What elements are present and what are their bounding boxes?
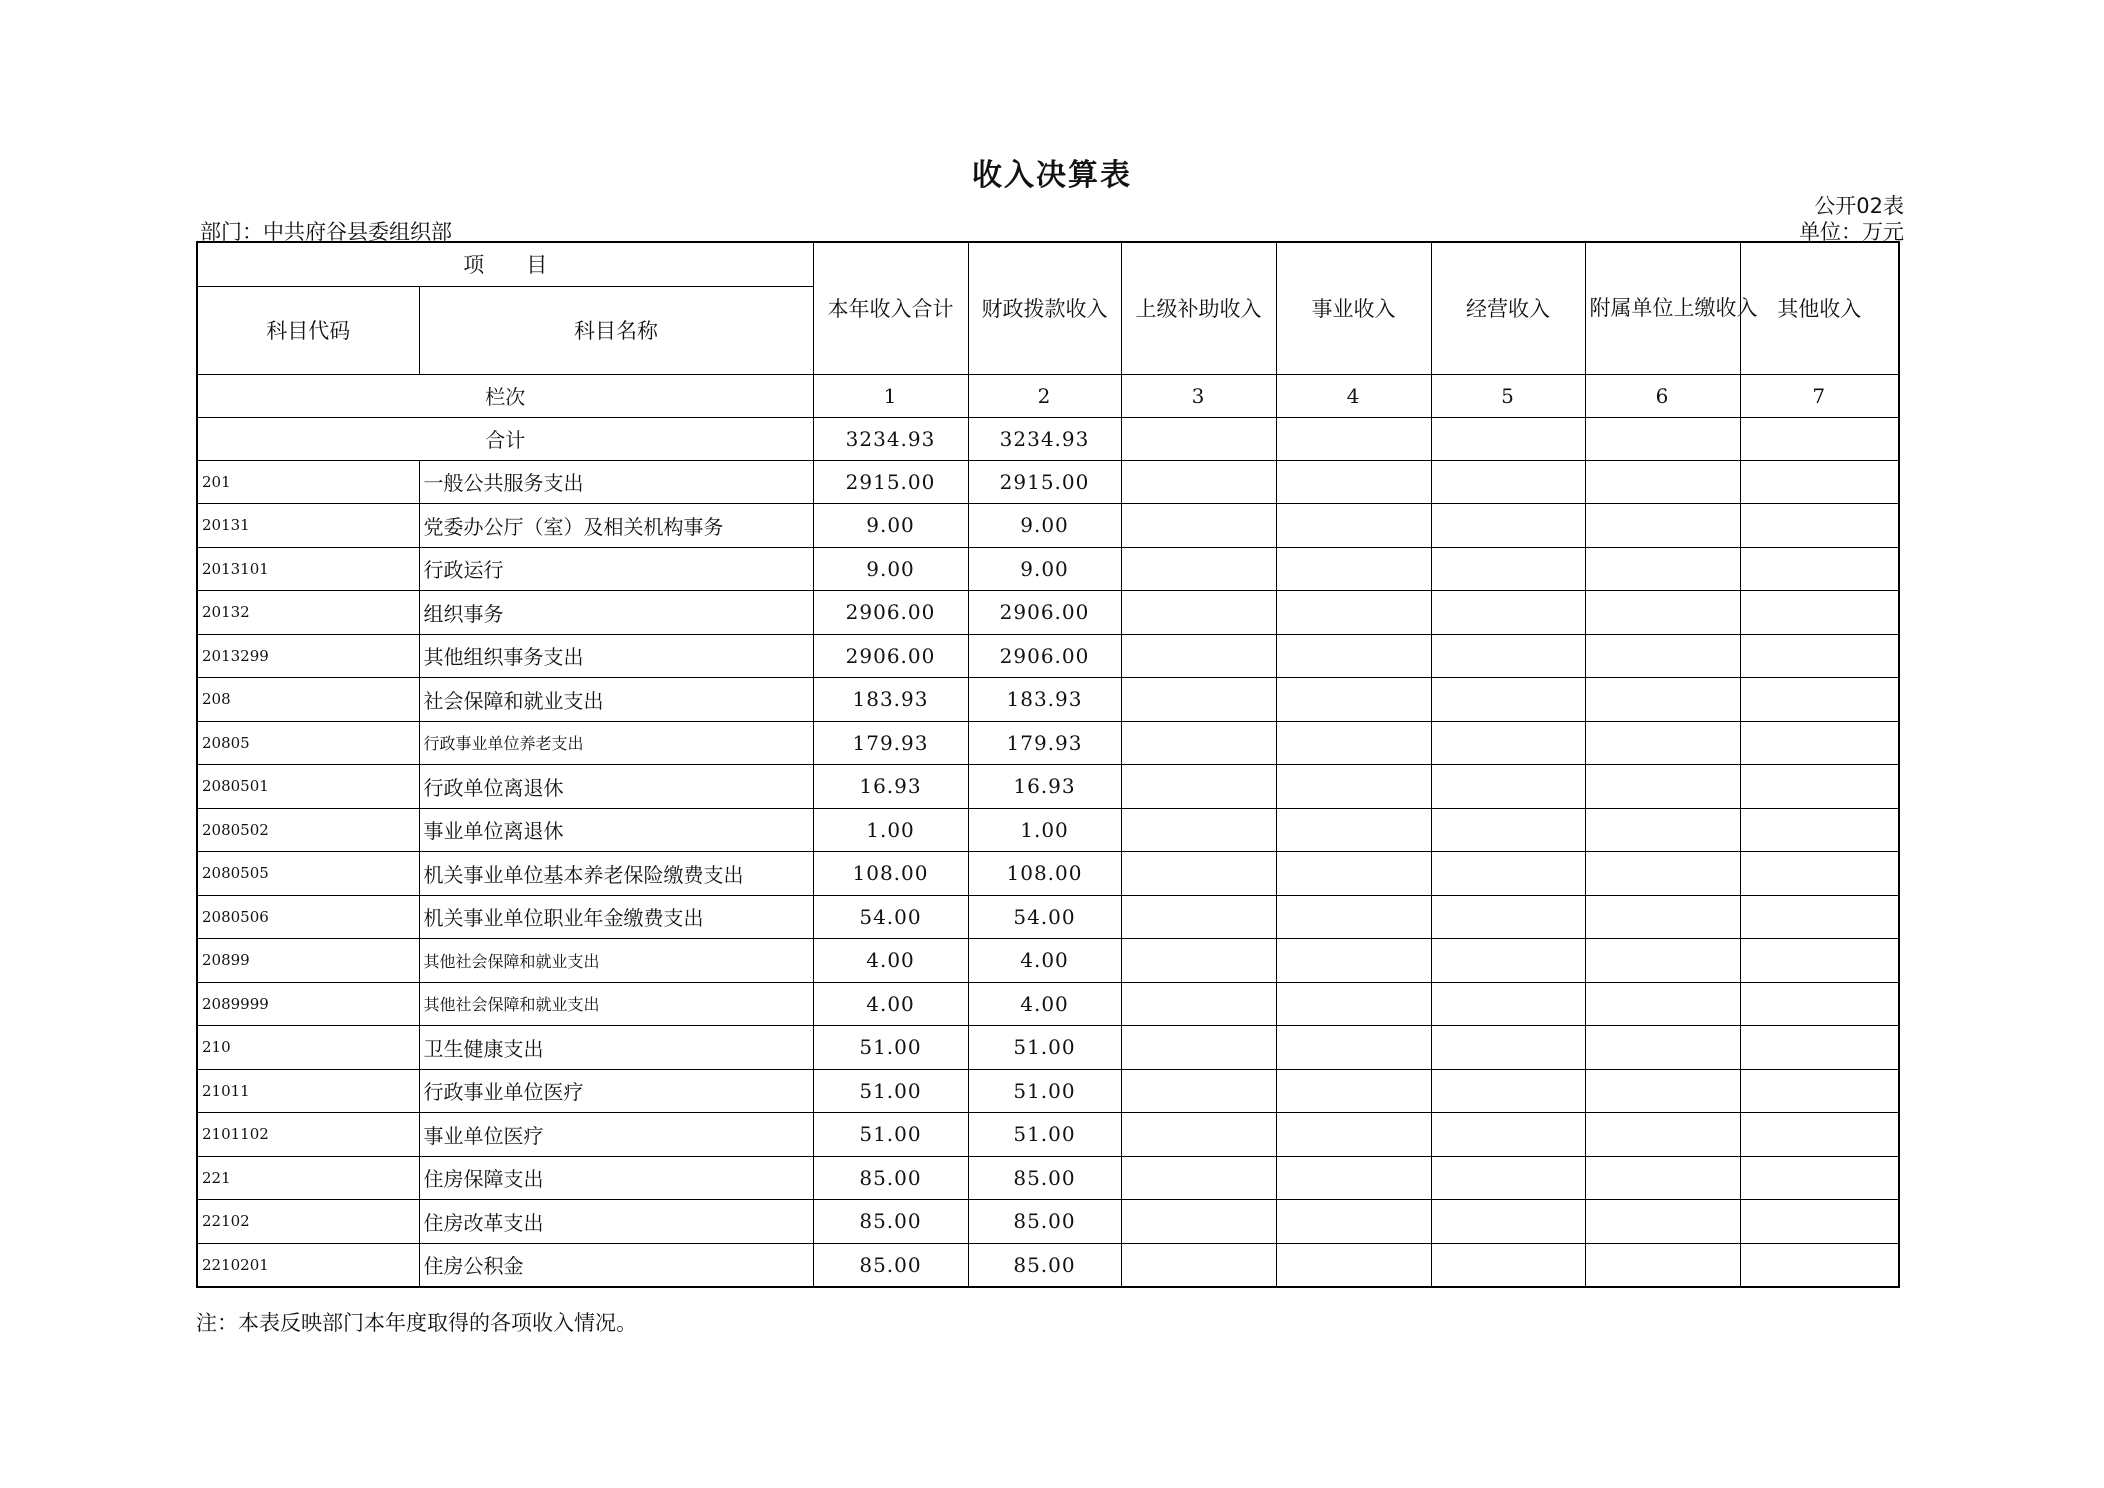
empty-cell bbox=[1276, 591, 1431, 635]
empty-cell bbox=[1121, 1069, 1276, 1113]
row-name: 行政事业单位医疗 bbox=[419, 1069, 813, 1113]
empty-cell bbox=[1121, 895, 1276, 939]
row-code: 2080502 bbox=[197, 808, 419, 852]
row-name: 党委办公厅（室）及相关机构事务 bbox=[419, 504, 813, 548]
empty-cell bbox=[1431, 634, 1585, 678]
empty-cell bbox=[1276, 765, 1431, 809]
header-col-operation: 经营收入 bbox=[1431, 242, 1585, 374]
index-num: 6 bbox=[1585, 374, 1740, 417]
index-num: 2 bbox=[968, 374, 1121, 417]
table-row bbox=[197, 504, 1899, 548]
empty-cell bbox=[1585, 1243, 1740, 1287]
row-code: 201 bbox=[197, 460, 419, 504]
empty-cell bbox=[1740, 547, 1899, 591]
row-total: 108.00 bbox=[813, 852, 968, 896]
row-total: 16.93 bbox=[813, 765, 968, 809]
row-code: 2080505 bbox=[197, 852, 419, 896]
header-col-other: 其他收入 bbox=[1740, 242, 1899, 374]
empty-cell bbox=[1276, 982, 1431, 1026]
row-fiscal: 1.00 bbox=[968, 808, 1121, 852]
empty-cell bbox=[1276, 939, 1431, 983]
row-fiscal: 4.00 bbox=[968, 982, 1121, 1026]
row-name: 机关事业单位基本养老保险缴费支出 bbox=[419, 852, 813, 896]
header-name: 科目名称 bbox=[419, 286, 813, 374]
total-fiscal-value: 3234.93 bbox=[968, 417, 1121, 460]
empty-cell bbox=[1740, 1069, 1899, 1113]
empty-cell bbox=[1121, 1200, 1276, 1244]
index-num: 5 bbox=[1431, 374, 1585, 417]
empty-cell bbox=[1121, 504, 1276, 548]
row-code: 208 bbox=[197, 678, 419, 722]
empty-cell bbox=[1431, 1069, 1585, 1113]
empty-cell bbox=[1276, 1026, 1431, 1070]
empty-cell bbox=[1431, 982, 1585, 1026]
row-fiscal: 16.93 bbox=[968, 765, 1121, 809]
row-total: 9.00 bbox=[813, 504, 968, 548]
empty-cell bbox=[1276, 634, 1431, 678]
empty-cell bbox=[1276, 852, 1431, 896]
empty-cell bbox=[1585, 1026, 1740, 1070]
table-row bbox=[197, 678, 1899, 722]
row-total: 2906.00 bbox=[813, 634, 968, 678]
table-row bbox=[197, 1026, 1899, 1070]
empty-cell bbox=[1740, 634, 1899, 678]
row-name: 其他组织事务支出 bbox=[419, 634, 813, 678]
row-fiscal: 179.93 bbox=[968, 721, 1121, 765]
empty-cell bbox=[1121, 1156, 1276, 1200]
empty-cell bbox=[1431, 547, 1585, 591]
index-num: 1 bbox=[813, 374, 968, 417]
row-fiscal: 4.00 bbox=[968, 939, 1121, 983]
empty-cell bbox=[1740, 460, 1899, 504]
form-number: 公开02表 bbox=[1814, 194, 1904, 218]
row-total: 4.00 bbox=[813, 982, 968, 1026]
header-col-business: 事业收入 bbox=[1276, 242, 1431, 374]
empty-cell bbox=[1585, 721, 1740, 765]
row-total: 85.00 bbox=[813, 1243, 968, 1287]
row-code: 22102 bbox=[197, 1200, 419, 1244]
index-num: 3 bbox=[1121, 374, 1276, 417]
empty-cell bbox=[1740, 591, 1899, 635]
empty-cell bbox=[1585, 591, 1740, 635]
table-row bbox=[197, 1113, 1899, 1157]
row-name: 行政事业单位养老支出 bbox=[419, 721, 813, 765]
empty-cell bbox=[1121, 1243, 1276, 1287]
row-name: 事业单位医疗 bbox=[419, 1113, 813, 1157]
empty-cell bbox=[1740, 939, 1899, 983]
table-row bbox=[197, 1200, 1899, 1244]
row-name: 一般公共服务支出 bbox=[419, 460, 813, 504]
row-fiscal: 2915.00 bbox=[968, 460, 1121, 504]
row-fiscal: 183.93 bbox=[968, 678, 1121, 722]
empty-cell bbox=[1585, 982, 1740, 1026]
empty-cell bbox=[1431, 1026, 1585, 1070]
empty-cell bbox=[1431, 852, 1585, 896]
row-total: 51.00 bbox=[813, 1069, 968, 1113]
page-title: 收入决算表 bbox=[972, 158, 1132, 193]
row-name: 其他社会保障和就业支出 bbox=[419, 982, 813, 1026]
row-name: 行政运行 bbox=[419, 547, 813, 591]
row-total: 1.00 bbox=[813, 808, 968, 852]
empty-cell bbox=[1740, 1156, 1899, 1200]
table-row bbox=[197, 939, 1899, 983]
row-name: 其他社会保障和就业支出 bbox=[419, 939, 813, 983]
row-code: 20132 bbox=[197, 591, 419, 635]
empty-cell bbox=[1431, 1243, 1585, 1287]
empty-cell bbox=[1585, 939, 1740, 983]
empty-cell bbox=[1585, 1200, 1740, 1244]
row-fiscal: 2906.00 bbox=[968, 591, 1121, 635]
header-col-total: 本年收入合计 bbox=[813, 242, 968, 374]
row-code: 2080506 bbox=[197, 895, 419, 939]
total-label: 合计 bbox=[197, 417, 813, 460]
table-row bbox=[197, 1156, 1899, 1200]
table-row bbox=[197, 808, 1899, 852]
empty-cell bbox=[1276, 460, 1431, 504]
empty-cell bbox=[1740, 765, 1899, 809]
row-total: 54.00 bbox=[813, 895, 968, 939]
row-fiscal: 2906.00 bbox=[968, 634, 1121, 678]
total-value: 3234.93 bbox=[813, 417, 968, 460]
row-fiscal: 85.00 bbox=[968, 1200, 1121, 1244]
empty-cell bbox=[1121, 721, 1276, 765]
empty-cell bbox=[1740, 982, 1899, 1026]
row-total: 179.93 bbox=[813, 721, 968, 765]
header-col-affiliate: 附属单位上缴收入 bbox=[1585, 242, 1740, 374]
empty-cell bbox=[1431, 808, 1585, 852]
row-name: 事业单位离退休 bbox=[419, 808, 813, 852]
empty-cell bbox=[1431, 895, 1585, 939]
empty-cell bbox=[1431, 504, 1585, 548]
index-num: 7 bbox=[1740, 374, 1899, 417]
index-num: 4 bbox=[1276, 374, 1431, 417]
empty-cell bbox=[1276, 1156, 1431, 1200]
empty-cell bbox=[1431, 1113, 1585, 1157]
row-name: 住房公积金 bbox=[419, 1243, 813, 1287]
empty-cell bbox=[1585, 852, 1740, 896]
empty-cell bbox=[1121, 591, 1276, 635]
empty-cell bbox=[1121, 765, 1276, 809]
row-name: 卫生健康支出 bbox=[419, 1026, 813, 1070]
row-code: 2013299 bbox=[197, 634, 419, 678]
empty-cell bbox=[1740, 504, 1899, 548]
header-item: 项 目 bbox=[197, 242, 813, 286]
empty-cell bbox=[1276, 547, 1431, 591]
empty-cell bbox=[1121, 808, 1276, 852]
row-code: 2210201 bbox=[197, 1243, 419, 1287]
empty-cell bbox=[1585, 678, 1740, 722]
empty-cell bbox=[1276, 1200, 1431, 1244]
empty-cell bbox=[1121, 982, 1276, 1026]
row-total: 9.00 bbox=[813, 547, 968, 591]
row-code: 20899 bbox=[197, 939, 419, 983]
empty-cell bbox=[1121, 1113, 1276, 1157]
empty-cell bbox=[1740, 895, 1899, 939]
empty-cell bbox=[1121, 939, 1276, 983]
empty-cell bbox=[1585, 1156, 1740, 1200]
table-row bbox=[197, 895, 1899, 939]
row-total: 4.00 bbox=[813, 939, 968, 983]
empty-cell bbox=[1276, 721, 1431, 765]
row-fiscal: 51.00 bbox=[968, 1069, 1121, 1113]
empty-cell bbox=[1121, 678, 1276, 722]
empty-cell bbox=[1431, 765, 1585, 809]
row-name: 组织事务 bbox=[419, 591, 813, 635]
table-row bbox=[197, 982, 1899, 1026]
empty-cell bbox=[1740, 1200, 1899, 1244]
header-col-superior: 上级补助收入 bbox=[1121, 242, 1276, 374]
row-code: 20131 bbox=[197, 504, 419, 548]
row-total: 2906.00 bbox=[813, 591, 968, 635]
row-code: 2080501 bbox=[197, 765, 419, 809]
row-total: 85.00 bbox=[813, 1156, 968, 1200]
empty-cell bbox=[1585, 765, 1740, 809]
index-row bbox=[197, 374, 1899, 417]
row-code: 20805 bbox=[197, 721, 419, 765]
footnote: 注：本表反映部门本年度取得的各项收入情况。 bbox=[196, 1311, 637, 1335]
table-row bbox=[197, 547, 1899, 591]
row-fiscal: 108.00 bbox=[968, 852, 1121, 896]
empty-cell bbox=[1431, 939, 1585, 983]
empty-cell bbox=[1431, 721, 1585, 765]
empty-cell bbox=[1276, 1113, 1431, 1157]
table-row bbox=[197, 852, 1899, 896]
table-row bbox=[197, 721, 1899, 765]
row-code: 221 bbox=[197, 1156, 419, 1200]
row-name: 住房保障支出 bbox=[419, 1156, 813, 1200]
row-fiscal: 85.00 bbox=[968, 1156, 1121, 1200]
row-total: 51.00 bbox=[813, 1026, 968, 1070]
table-row bbox=[197, 1243, 1899, 1287]
empty-cell bbox=[1431, 591, 1585, 635]
header-col-fiscal: 财政拨款收入 bbox=[968, 242, 1121, 374]
row-total: 183.93 bbox=[813, 678, 968, 722]
empty-cell bbox=[1585, 895, 1740, 939]
empty-cell bbox=[1276, 1069, 1431, 1113]
empty-cell bbox=[1276, 504, 1431, 548]
table-row bbox=[197, 634, 1899, 678]
empty-cell bbox=[1585, 1069, 1740, 1113]
empty-cell bbox=[1121, 1026, 1276, 1070]
empty-cell bbox=[1740, 678, 1899, 722]
empty-cell bbox=[1431, 678, 1585, 722]
empty-cell bbox=[1740, 1113, 1899, 1157]
row-name: 行政单位离退休 bbox=[419, 765, 813, 809]
empty-cell bbox=[1431, 460, 1585, 504]
empty-cell bbox=[1740, 721, 1899, 765]
table-row bbox=[197, 460, 1899, 504]
empty-cell bbox=[1585, 808, 1740, 852]
row-fiscal: 85.00 bbox=[968, 1243, 1121, 1287]
empty-cell bbox=[1585, 1113, 1740, 1157]
table-row bbox=[197, 1069, 1899, 1113]
row-name: 住房改革支出 bbox=[419, 1200, 813, 1244]
empty-cell bbox=[1585, 547, 1740, 591]
empty-cell bbox=[1740, 852, 1899, 896]
row-code: 2089999 bbox=[197, 982, 419, 1026]
header-code: 科目代码 bbox=[197, 286, 419, 374]
income-table bbox=[196, 241, 1900, 1288]
row-fiscal: 9.00 bbox=[968, 547, 1121, 591]
row-code: 2013101 bbox=[197, 547, 419, 591]
empty-cell bbox=[1585, 460, 1740, 504]
unit-label: 单位：万元 bbox=[1799, 220, 1904, 244]
empty-cell bbox=[1121, 634, 1276, 678]
empty-cell bbox=[1276, 1243, 1431, 1287]
table-row bbox=[197, 591, 1899, 635]
empty-cell bbox=[1121, 852, 1276, 896]
empty-cell bbox=[1276, 895, 1431, 939]
row-code: 21011 bbox=[197, 1069, 419, 1113]
row-name: 机关事业单位职业年金缴费支出 bbox=[419, 895, 813, 939]
row-name: 社会保障和就业支出 bbox=[419, 678, 813, 722]
row-total: 51.00 bbox=[813, 1113, 968, 1157]
empty-cell bbox=[1740, 808, 1899, 852]
row-fiscal: 51.00 bbox=[968, 1026, 1121, 1070]
row-code: 2101102 bbox=[197, 1113, 419, 1157]
table-row bbox=[197, 765, 1899, 809]
empty-cell bbox=[1585, 504, 1740, 548]
empty-cell bbox=[1740, 1026, 1899, 1070]
empty-cell bbox=[1585, 634, 1740, 678]
department-label: 部门：中共府谷县委组织部 bbox=[200, 220, 452, 244]
row-code: 210 bbox=[197, 1026, 419, 1070]
empty-cell bbox=[1431, 1200, 1585, 1244]
row-fiscal: 54.00 bbox=[968, 895, 1121, 939]
total-row bbox=[197, 417, 1899, 460]
row-fiscal: 9.00 bbox=[968, 504, 1121, 548]
row-fiscal: 51.00 bbox=[968, 1113, 1121, 1157]
empty-cell bbox=[1121, 460, 1276, 504]
index-label: 栏次 bbox=[197, 374, 813, 417]
empty-cell bbox=[1276, 808, 1431, 852]
row-total: 85.00 bbox=[813, 1200, 968, 1244]
row-total: 2915.00 bbox=[813, 460, 968, 504]
empty-cell bbox=[1740, 1243, 1899, 1287]
empty-cell bbox=[1276, 678, 1431, 722]
empty-cell bbox=[1121, 547, 1276, 591]
empty-cell bbox=[1431, 1156, 1585, 1200]
